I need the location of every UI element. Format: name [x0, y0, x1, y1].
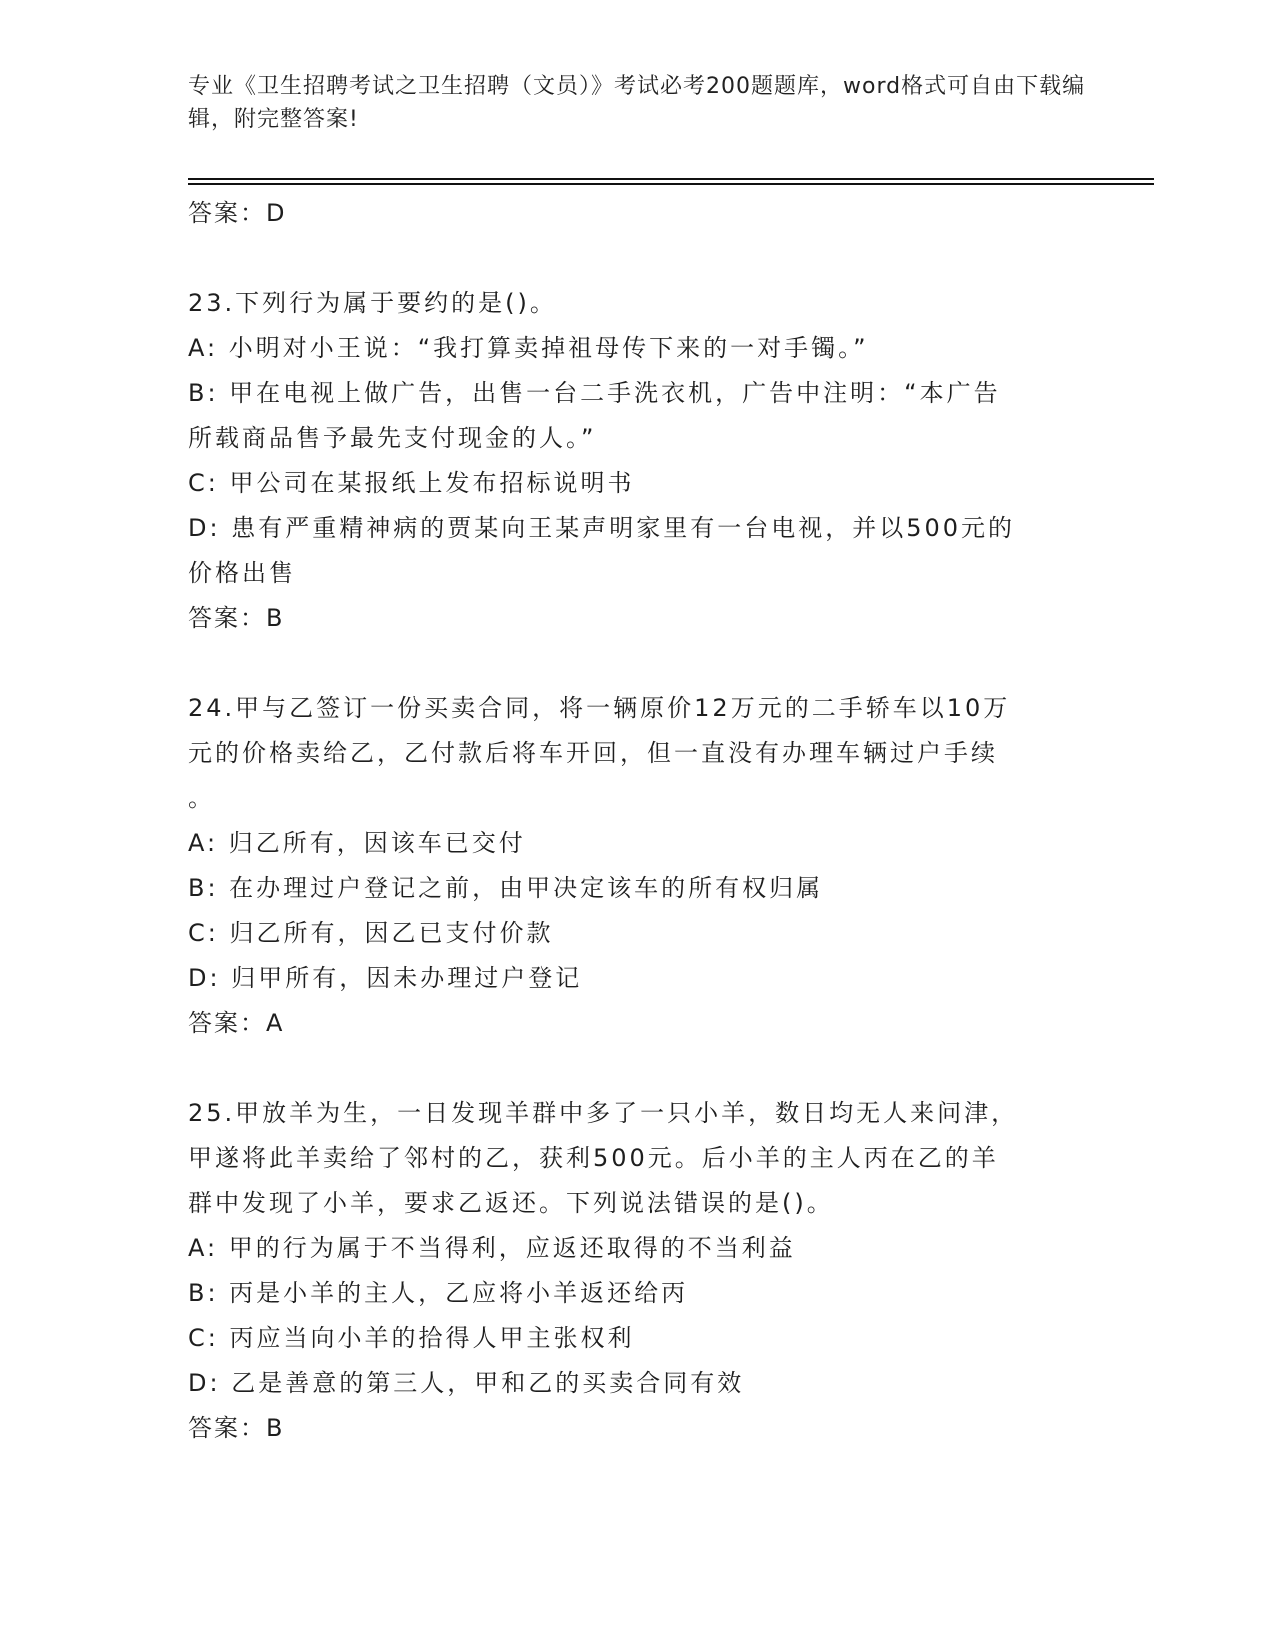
answer-line: 答案：D	[188, 199, 287, 227]
question-stem-cont: 群中发现了小羊，要求乙返还。下列说法错误的是()。	[188, 1189, 834, 1217]
spacer	[188, 1046, 1088, 1091]
page-header: 专业《卫生招聘考试之卫生招聘（文员）》考试必考200题题库，word格式可自由下载编辑，附完整答案!	[188, 74, 1086, 132]
option-a: A: 甲的行为属于不当得利，应返还取得的不当利益	[188, 1234, 796, 1262]
header-rule-secondary	[188, 183, 1154, 185]
option-b: B: 丙是小羊的主人，乙应将小羊返还给丙	[188, 1279, 689, 1307]
option-c: C: 甲公司在某报纸上发布招标说明书	[188, 469, 635, 497]
question-stem: 25.甲放羊为生，一日发现羊群中多了一只小羊，数日均无人来问津，	[188, 1099, 1019, 1127]
question-block	[188, 1091, 1088, 1451]
answer-line: 答案：A	[188, 1009, 285, 1037]
option-c: C: 丙应当向小羊的拾得人甲主张权利	[188, 1324, 635, 1352]
question-stem-cont: 。	[188, 784, 215, 812]
option-b: B: 甲在电视上做广告，出售一台二手洗衣机，广告中注明：“本广告	[188, 379, 1001, 407]
question-stem: 24.甲与乙签订一份买卖合同，将一辆原价12万元的二手轿车以10万	[188, 694, 1011, 722]
option-d: D: 乙是善意的第三人，甲和乙的买卖合同有效	[188, 1369, 745, 1397]
question-stem-cont: 元的价格卖给乙，乙付款后将车开回，但一直没有办理车辆过户手续	[188, 739, 998, 767]
option-b-cont: 所载商品售予最先支付现金的人。”	[188, 424, 597, 452]
option-d: D: 患有严重精神病的贾某向王某声明家里有一台电视，并以500元的	[188, 514, 1016, 542]
header-rule	[188, 178, 1154, 180]
spacer	[188, 641, 1088, 686]
option-a: A: 小明对小王说：“我打算卖掉祖母传下来的一对手镯。”	[188, 334, 869, 362]
question-block	[188, 686, 1088, 1046]
answer-line: 答案：B	[188, 1414, 285, 1442]
answer-line: 答案：B	[188, 604, 285, 632]
option-c: C: 归乙所有，因乙已支付价款	[188, 919, 554, 947]
question-stem-cont: 甲遂将此羊卖给了邻村的乙，获利500元。后小羊的主人丙在乙的羊	[188, 1144, 999, 1172]
question-block	[188, 281, 1088, 641]
option-b: B: 在办理过户登记之前，由甲决定该车的所有权归属	[188, 874, 824, 902]
option-d-cont: 价格出售	[188, 559, 296, 587]
option-d: D: 归甲所有，因未办理过户登记	[188, 964, 583, 992]
question-stem: 23.下列行为属于要约的是()。	[188, 289, 557, 317]
question-content	[188, 191, 1088, 1451]
spacer	[188, 236, 1088, 281]
option-a: A: 归乙所有，因该车已交付	[188, 829, 526, 857]
